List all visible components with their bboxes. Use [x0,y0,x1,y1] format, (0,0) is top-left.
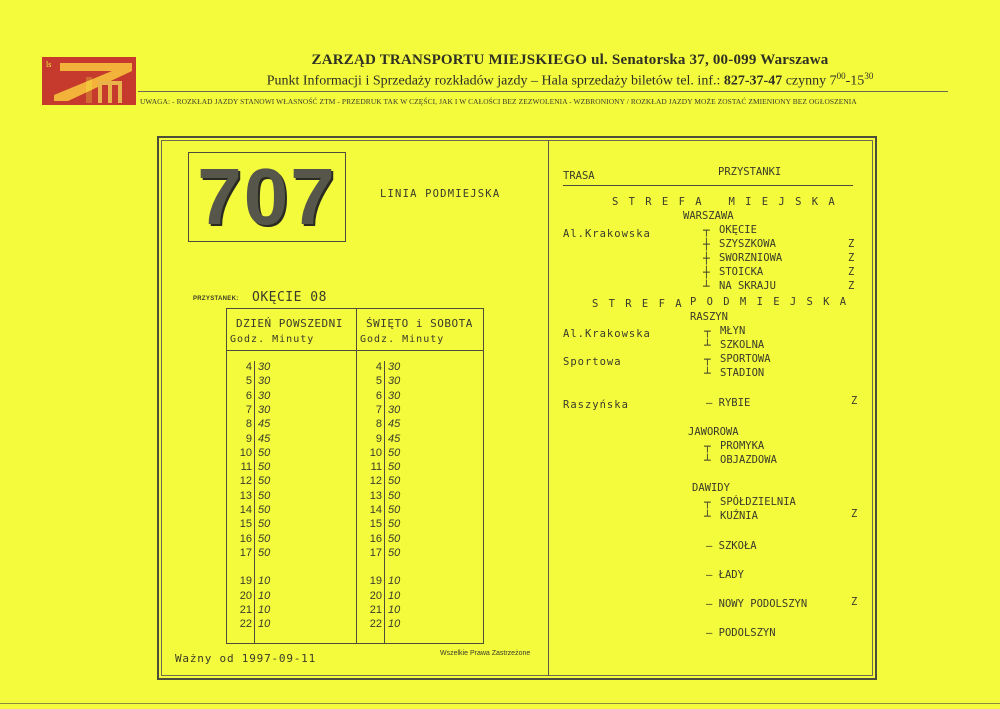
holiday-hour: 10 [369,446,382,459]
stop-kuznia: KUŹNIA [720,510,758,522]
holiday-hour: 13 [369,489,382,502]
holiday-hour: 4 [375,361,382,373]
stop-label: PRZYSTANEK: [193,296,239,302]
page-bottom-edge [0,703,1000,704]
stop-szkolna: SZKOLNA [720,339,765,351]
stop-promyka: PROMYKA [720,440,765,452]
on-demand-rybie: Z [851,395,858,407]
on-demand-na-skraju: Z [848,280,855,292]
holiday-subheader: Godz. Minuty [360,334,445,345]
stop-nowy-podolszyn: – NOWY PODOLSZYN [706,598,808,610]
weekday-minutes: 10 [258,589,271,602]
town-dawidy: DAWIDY [692,482,730,494]
street-raszynska: Raszyńska [563,399,629,411]
stop-sportowa: SPORTOWA [720,353,771,365]
holiday-hour: 22 [369,618,382,631]
holiday-hour: 14 [369,504,382,516]
weekday-hour: 11 [240,461,252,474]
route-col-trasa: TRASA [563,170,595,182]
on-demand-sworzniowa: Z [848,252,855,264]
street-sportowa: Sportowa [563,356,622,368]
holiday-minutes: 10 [388,618,401,631]
weekday-hour: 6 [245,389,252,402]
stop-rybie: – RYBIE [706,397,751,409]
weekday-minutes: 30 [258,361,271,373]
holiday-minutes: 50 [388,504,401,516]
holiday-minutes: 50 [388,446,401,459]
weekday-subheader: Godz. Minuty [230,334,315,345]
holiday-minutes: 50 [388,475,401,488]
stop-spoldzielnia: SPÓŁDZIELNIA [720,496,796,508]
holiday-hour: 21 [369,603,382,616]
weekday-minutes: 30 [258,389,271,402]
zone-suburban-b: P O D M I E J S K A [690,296,849,308]
holiday-hour: 5 [375,375,382,388]
weekday-minutes: 50 [258,546,271,559]
holiday-minutes: 50 [388,532,401,545]
weekday-minutes: 50 [258,504,271,516]
holiday-hour: 8 [375,418,382,431]
route-bracket-dawidy: ┬ ┴ [704,496,711,523]
town-warszawa: WARSZAWA [683,210,734,222]
weekday-hour: 14 [239,504,252,516]
stop-lady: – ŁADY [706,569,744,581]
weekday-minutes: 50 [258,489,271,502]
stop-sworzniowa: SWORZNIOWA [719,252,783,264]
on-demand-kuznia: Z [851,508,858,520]
street-krakowska-2: Al.Krakowska [563,328,651,340]
stop-okecie: OKĘCIE [719,224,757,236]
weekday-hour: 17 [239,546,252,559]
weekday-minutes: 30 [258,403,271,416]
holiday-hour: 19 [369,575,382,588]
holiday-hour: 15 [369,518,382,531]
holiday-hour-rule [384,361,385,644]
weekday-hour: 21 [239,603,252,616]
holiday-hour: 7 [375,403,382,416]
holiday-hour: 16 [369,532,382,545]
holiday-minutes: 10 [388,575,401,588]
weekday-hour: 8 [245,418,252,431]
header-phone: 827-37-47 [723,73,783,89]
ztm-logo [42,57,136,105]
stop-podolszyn: – PODOLSZYN [706,627,776,639]
weekday-hour: 9 [245,432,252,445]
weekday-hour: 19 [239,575,252,588]
header-notice: UWAGA: - ROZKŁAD JAZDY STANOWI WŁASNOŚĆ ZTM - PRZEDRUK TAK W CZĘŚCI, JAK I W CAŁOŚCI BEZ ZEZWOLENIA - WZBRONIONY / ROZKŁAD JAZDY MOŻE ZOSTAĆ ZMIENIONY BEZ OGŁOSZENIA [140,97,857,106]
holiday-hour: 9 [375,432,382,445]
weekday-hour: 20 [239,589,252,602]
holiday-minutes: 30 [388,375,401,388]
on-demand-stoicka: Z [848,266,855,278]
holiday-minutes: 50 [388,489,401,502]
header-rule [138,91,948,92]
weekday-title: DZIEŃ POWSZEDNI [236,317,343,330]
holiday-hour: 12 [369,475,382,488]
route-bracket-raszyn-2: ┬ ┴ [704,353,711,380]
stop-szyszkowa: SZYSZKOWA [719,238,776,250]
holiday-minutes: 50 [388,461,401,474]
header-info: Punkt Informacji i Sprzedaży rozkładów jazdy – Hala sprzedaży biletów tel. inf.: 827-37-47 czynny $7^{00}-15^{30}$ [266,71,874,89]
stop-mlyn: MŁYN [720,325,746,337]
stop-stadion: STADION [720,367,765,379]
line-type: LINIA PODMIEJSKA [380,188,501,200]
holiday-minutes: 45 [388,418,401,431]
timetable-column-divider [356,308,357,644]
timetable-header-rule [226,350,484,351]
holiday-hour: 17 [369,546,382,559]
weekday-minutes: 50 [258,518,271,531]
header-title: ZARZĄD TRANSPORTU MIEJSKIEGO ul. Senatorska 37, 00-099 Warszawa [311,52,829,68]
holiday-minutes: 50 [388,546,401,559]
frame-divider [548,140,549,676]
holiday-minutes: 30 [388,389,401,402]
holiday-title: ŚWIĘTO i SOBOTA [366,317,473,330]
line-number: 707 [197,152,337,241]
route-bracket-jaworowa: ┬ ┴ [704,440,711,467]
weekday-hour: 4 [245,361,252,373]
holiday-hour: 20 [369,589,382,602]
holiday-minutes: 30 [388,361,401,373]
stop-szkola: – SZKOŁA [706,540,757,552]
weekday-minutes: 10 [258,618,271,631]
holiday-hour: 11 [370,461,382,474]
stop-name: OKĘCIE 08 [252,290,327,305]
holiday-minutes: 30 [388,403,401,416]
route-bracket-raszyn-1: ┬ ┴ [704,325,711,352]
weekday-minutes: 50 [258,461,271,474]
holiday-minutes: 45 [388,432,401,445]
weekday-hour: 22 [239,618,252,631]
stop-na-skraju: NA SKRAJU [719,280,776,292]
weekday-minutes: 10 [258,575,271,588]
holiday-minutes: 50 [388,518,401,531]
weekday-minutes: 50 [258,446,271,459]
weekday-minutes: 10 [258,603,271,616]
holiday-hour: 6 [375,389,382,402]
stop-stoicka: STOICKA [719,266,764,278]
weekday-minutes: 50 [258,475,271,488]
stop-objazdowa: OBJAZDOWA [720,454,777,466]
weekday-hour: 13 [239,489,252,502]
weekday-hour: 12 [239,475,252,488]
town-raszyn: RASZYN [690,311,728,323]
weekday-hour: 5 [245,375,252,388]
weekday-minutes: 50 [258,532,271,545]
route-bracket-warszawa: ┬ ┼ ┼ ┼ ┴ [703,224,710,293]
valid-from: Ważny od 1997-09-11 [175,652,317,665]
route-col-przystanki: PRZYSTANKI [718,166,782,178]
route-header-rule [563,185,853,186]
holiday-minutes: 10 [388,589,401,602]
weekday-minutes: 45 [258,432,271,445]
weekday-hour-rule [254,361,255,644]
zone-city: S T R E F A M I E J S K A [612,196,837,208]
svg-text:ls: ls [46,60,52,69]
weekday-hour: 15 [239,518,252,531]
on-demand-szyszkowa: Z [848,238,855,250]
zone-suburban-a: S T R E F A [592,298,684,310]
holiday-minutes: 10 [388,603,401,616]
weekday-hour: 7 [245,403,252,416]
street-krakowska-1: Al.Krakowska [563,228,651,240]
weekday-hour: 10 [239,446,252,459]
rights-reserved: Wszelkie Prawa Zastrzeżone [440,650,531,657]
weekday-hour: 16 [239,532,252,545]
weekday-minutes: 45 [258,418,271,431]
on-demand-nowy-podolszyn: Z [851,596,858,608]
town-jaworowa: JAWOROWA [688,426,739,438]
weekday-minutes: 30 [258,375,271,388]
